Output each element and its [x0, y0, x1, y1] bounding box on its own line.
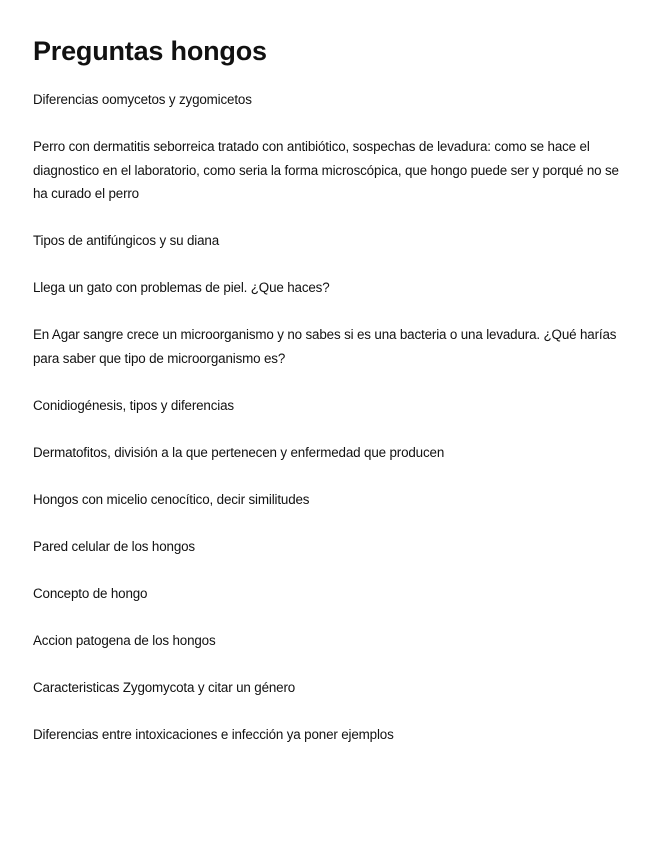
- question-item: Caracteristicas Zygomycota y citar un género: [33, 679, 296, 695]
- question-item: Hongos con micelio cenocítico, decir similitudes: [33, 491, 310, 507]
- question-item: Accion patogena de los hongos: [33, 632, 216, 648]
- question-item: Diferencias oomycetos y zygomicetos: [33, 92, 252, 107]
- document-title: Preguntas hongos: [33, 36, 267, 66]
- question-item: Pared celular de los hongos: [33, 538, 195, 554]
- question-item: Perro con dermatitis seborreica tratado con antibiótico, sospechas de levadura: como se hace el diagnostico en el laboratorio, como seria la forma microscópica, que hongo puede ser y porqué no se ha curado el perro: [33, 139, 619, 201]
- question-item: Concepto de hongo: [33, 585, 148, 601]
- question-item: Llega un gato con problemas de piel. ¿Que haces?: [33, 280, 330, 295]
- question-item: En Agar sangre crece un microorganismo y no sabes si es una bacteria o una levadura. ¿Qué harías para saber que tipo de microorganismo es?: [33, 327, 617, 366]
- question-item: Diferencias entre intoxicaciones e infección ya poner ejemplos: [33, 726, 394, 742]
- question-item: Dermatofitos, división a la que pertenecen y enfermedad que producen: [33, 444, 445, 460]
- question-item: Conidiogénesis, tipos y diferencias: [33, 397, 234, 413]
- question-item: Tipos de antifúngicos y su diana: [33, 233, 220, 248]
- question-list: [33, 88, 628, 746]
